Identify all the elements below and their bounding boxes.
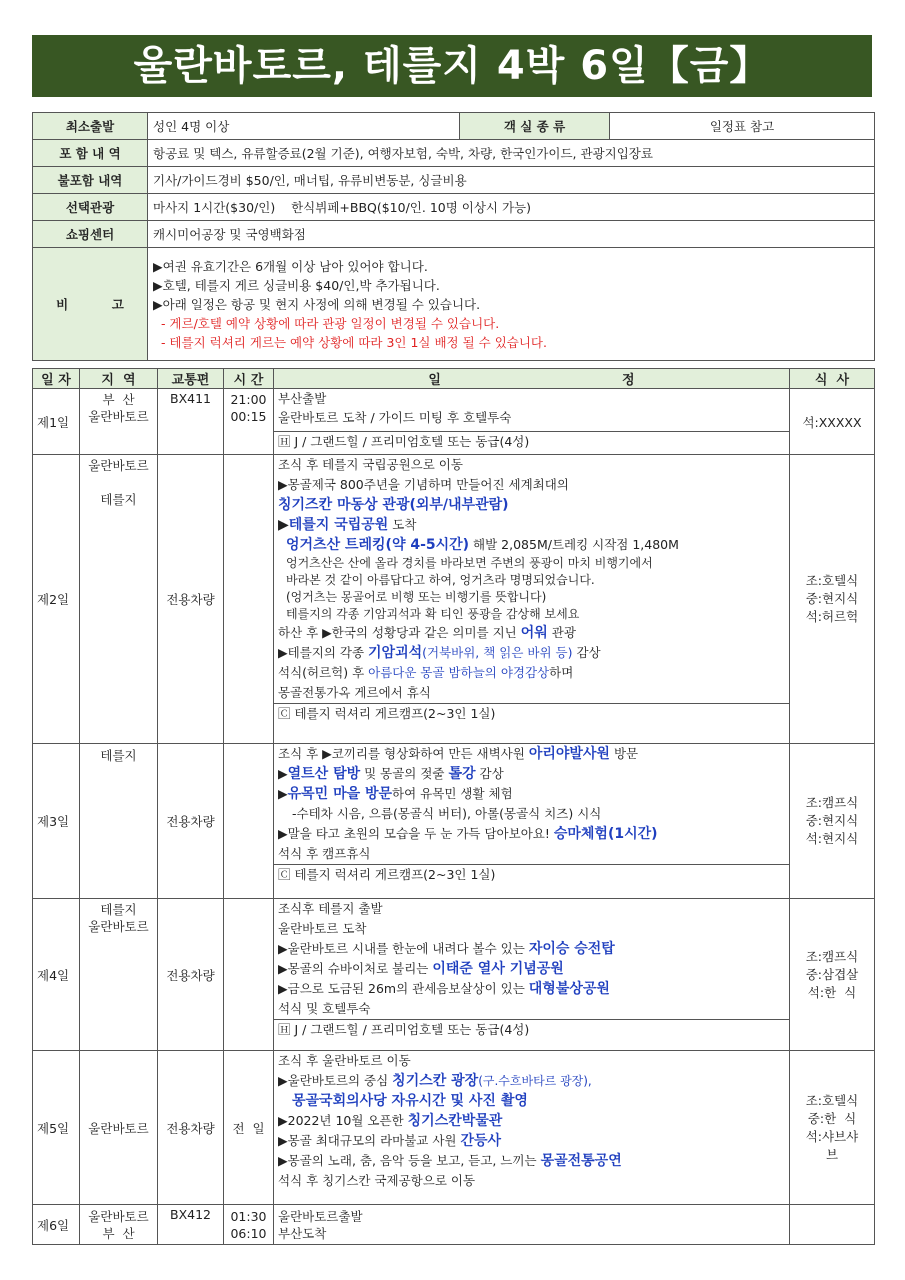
time-cell xyxy=(224,455,274,744)
itinerary-highlight: 열트산 탐방 xyxy=(287,766,361,782)
meal: 석:XXXXX xyxy=(790,389,875,455)
itinerary-line xyxy=(278,535,785,555)
min-departure-value: 성인 4명 이상 xyxy=(148,113,460,140)
itinerary-highlight: 몽골전통공연 xyxy=(540,1153,622,1169)
day-label: 제3일 xyxy=(33,744,80,899)
itinerary-highlight: 대형불상공원 xyxy=(528,981,610,997)
itinerary-highlight: 엉거츠산 트레킹(약 4-5시간) xyxy=(286,537,470,553)
remark-item: ▶아래 일정은 항공 및 현지 사정에 의해 변경될 수 있습니다. xyxy=(153,296,481,312)
region-cell xyxy=(80,389,158,455)
room-type-value: 일정표 참고 xyxy=(610,113,875,140)
meal: 중:삼겹살 xyxy=(805,966,859,982)
itinerary-text: ▶울란바토르 시내를 한눈에 내려다 볼수 있는 xyxy=(278,941,529,956)
itinerary-highlight: 이태준 열사 기념공원 xyxy=(432,961,564,977)
meal: 석:허르헉 xyxy=(805,609,859,624)
region-cell xyxy=(80,899,158,1051)
itinerary-highlight: 몽골국회의사당 자유시간 및 사진 촬영 xyxy=(292,1093,528,1109)
meal: 석:한 식 xyxy=(807,984,857,1000)
meal-cell xyxy=(790,1051,875,1205)
region: 테를지 xyxy=(100,902,137,917)
included-value: 항공료 및 텍스, 유류할증료(2월 기준), 여행자보험, 숙박, 차량, 한국인가이드, 관광지입장료 xyxy=(148,140,875,167)
meal: 석:현지식 xyxy=(805,831,859,846)
itinerary-line xyxy=(278,623,785,643)
room-type-label: 객 실 종 류 xyxy=(460,113,610,140)
time: 06:10 xyxy=(230,1225,267,1241)
day-label: 제6일 xyxy=(33,1205,80,1245)
remark-item: ▶호텔, 테를지 게르 싱글비용 $40/인,박 추가됩니다. xyxy=(153,277,440,293)
itinerary-cell xyxy=(274,455,790,744)
meal-cell xyxy=(790,1205,875,1245)
time: 21:00 xyxy=(230,392,267,407)
itinerary-highlight: 아리야발사원 xyxy=(528,746,610,762)
optional-tour-value: 마사지 1시간($30/인) 한식뷔페+BBQ($10/인. 10명 이상시 가능) xyxy=(148,194,875,221)
itinerary-text: 해발 2,085M/트레킹 시작점 1,480M xyxy=(469,537,679,552)
itinerary-text: 석식(허르헉) 후 xyxy=(278,665,369,680)
itinerary-line: (엉거츠는 몽골어로 비행 또는 비행기를 뜻합니다) xyxy=(286,590,547,604)
transport: BX412 xyxy=(158,1205,224,1245)
region-cell xyxy=(80,1205,158,1245)
itinerary-highlight: 테를지 국립공원 xyxy=(288,517,389,533)
day-label: 제4일 xyxy=(33,899,80,1051)
itinerary-line xyxy=(278,824,785,844)
itinerary-line: 울란바토르 도착 xyxy=(278,921,367,936)
itinerary-line: -수테차 시음, 으름(몽골식 버터), 아롤(몽골식 치즈) 시식 xyxy=(292,806,602,821)
remark-item: - 테를지 럭셔리 게르는 예약 상황에 따라 3인 1실 배정 될 수 있습니다. xyxy=(153,334,547,350)
itinerary-highlight: 자이승 승전탑 xyxy=(528,941,615,957)
itinerary-highlight: 승마체험(1시간) xyxy=(553,826,658,842)
itinerary-text: 도착 xyxy=(388,517,417,532)
itinerary-highlight: 어워 xyxy=(520,625,548,641)
itinerary-line xyxy=(278,515,785,535)
time: 전 일 xyxy=(224,1051,274,1205)
itinerary-highlight: 간등사 xyxy=(460,1133,502,1149)
hotel-info: 🄲 테를지 럭셔리 게르캠프(2~3인 1실) xyxy=(274,703,789,724)
region-cell xyxy=(80,455,158,744)
meal-cell xyxy=(790,455,875,744)
col-time: 시 간 xyxy=(224,369,274,389)
itinerary-text: 아름다운 몽골 밤하늘의 야경감상 xyxy=(368,665,550,680)
transport: 전용차량 xyxy=(158,455,224,744)
day-label: 제2일 xyxy=(33,455,80,744)
trip-info-table xyxy=(32,112,875,361)
meal: 조:캠프식 xyxy=(805,795,859,810)
day-label: 제5일 xyxy=(33,1051,80,1205)
itinerary-text: 조식 후 ▶코끼리를 형상화하여 만든 새벽사원 xyxy=(278,746,529,761)
itinerary-line: 엉거츠산은 산에 올라 경치를 바라보면 주변의 풍광이 마치 비행기에서 xyxy=(286,556,653,570)
itinerary-line: 테를지의 각종 기암괴석과 확 티인 풍광을 감상해 보세요 xyxy=(286,607,580,621)
itinerary-text: 방문 xyxy=(609,746,639,761)
remark-item: ▶여권 유효기간은 6개월 이상 남아 있어야 합니다. xyxy=(153,258,428,274)
itinerary-text: ▶ xyxy=(278,766,288,781)
itinerary-text: ▶ xyxy=(278,786,288,801)
itinerary-highlight: 칭기스칸 광장 xyxy=(392,1073,479,1089)
transport: 전용차량 xyxy=(158,899,224,1051)
itinerary-line: 석식 및 호텔투숙 xyxy=(278,1001,371,1016)
itinerary-line: 울란바토르출발 xyxy=(278,1208,363,1224)
itinerary-line: 바라본 것 같이 아름답다고 하여, 엉거츠라 명명되었습니다. xyxy=(286,573,595,587)
itinerary-text: 감상 xyxy=(475,766,504,781)
itinerary-text: 하며 xyxy=(549,665,574,680)
excluded-value: 기사/가이드경비 $50/인, 매너팁, 유류비변동분, 싱글비용 xyxy=(148,167,875,194)
meal: 중:한 식 xyxy=(807,1110,857,1126)
itinerary-line xyxy=(278,663,785,683)
day-row xyxy=(33,899,875,1051)
bullet: ▶ xyxy=(278,517,289,533)
meal-cell xyxy=(790,744,875,899)
itinerary-line xyxy=(278,959,785,979)
region: 부 산 xyxy=(102,392,135,407)
meal: 중:현지식 xyxy=(805,591,859,606)
meal: 브 xyxy=(825,1146,839,1162)
itinerary-line: 몽골전통가옥 게르에서 휴식 xyxy=(278,685,431,700)
itinerary-highlight: 유목민 마을 방문 xyxy=(287,786,393,802)
page-title: 울란바토르, 테를지 4박 6일【금】 xyxy=(32,35,872,97)
itinerary-text: (구.수흐바타르 광장), xyxy=(478,1074,592,1088)
transport: BX411 xyxy=(158,389,224,455)
hotel-info: 🄷 J / 그랜드힐 / 프리미엄호텔 또는 동급(4성) xyxy=(274,431,789,452)
itinerary-cell xyxy=(274,899,790,1051)
col-itinerary: 일 정 xyxy=(274,369,790,389)
min-departure-label: 최소출발 xyxy=(33,113,148,140)
meal: 중:현지식 xyxy=(805,813,859,828)
itinerary-highlight: 톨강 xyxy=(448,766,476,782)
itinerary-text: ▶말을 타고 초원의 모습을 두 눈 가득 담아보아요! xyxy=(278,826,554,841)
transport: 전용차량 xyxy=(158,1051,224,1205)
itinerary-highlight: 칭기스칸박물관 xyxy=(407,1113,503,1129)
itinerary-line: 조식후 테를지 출발 xyxy=(278,901,383,916)
itinerary-cell xyxy=(274,1205,790,1245)
meal-cell xyxy=(790,899,875,1051)
itinerary-table xyxy=(32,368,875,1245)
itinerary-text: (거북바위, 책 읽은 바위 등) xyxy=(422,645,573,660)
itinerary-line: 조식 후 울란바토르 이동 xyxy=(278,1053,411,1068)
itinerary-line xyxy=(278,764,785,784)
region: 부 산 xyxy=(102,1225,135,1241)
region: 울란바토르 xyxy=(88,458,149,473)
remarks-list xyxy=(148,248,875,361)
region: 울란바토르 xyxy=(80,1051,158,1205)
region: 테를지 xyxy=(100,492,137,507)
itinerary-line xyxy=(278,979,785,999)
itinerary-line: 석식 후 칭기스칸 국제공항으로 이동 xyxy=(278,1173,476,1188)
itinerary-text: 및 몽골의 젖줄 xyxy=(360,766,449,781)
transport: 전용차량 xyxy=(158,744,224,899)
itinerary-text: 감상 xyxy=(572,645,601,660)
itinerary-line xyxy=(278,744,785,764)
remarks-label: 비 고 xyxy=(33,248,148,361)
day-row xyxy=(33,455,875,744)
itinerary-text: ▶테를지의 각종 xyxy=(278,645,369,660)
itinerary-line xyxy=(278,1071,785,1091)
itinerary-highlight: 기암괴석 xyxy=(368,645,423,661)
itinerary-line xyxy=(278,643,785,663)
remark-item: - 게르/호텔 예약 상황에 따라 관광 일정이 변경될 수 있습니다. xyxy=(153,315,500,331)
itinerary-text: 하산 후 ▶한국의 성황당과 같은 의미를 지닌 xyxy=(278,625,521,640)
time-cell xyxy=(224,744,274,899)
time-cell xyxy=(224,899,274,1051)
itinerary-line: 부산도착 xyxy=(278,1225,327,1241)
day-row xyxy=(33,1051,875,1205)
itinerary-line: 석식 후 캠프휴식 xyxy=(278,846,371,861)
day-row xyxy=(33,389,875,455)
shopping-value: 캐시미어공장 및 국영백화점 xyxy=(148,221,875,248)
meal: 조:캠프식 xyxy=(805,948,859,964)
itinerary-line xyxy=(278,939,785,959)
time: 00:15 xyxy=(230,409,267,424)
region: 테를지 xyxy=(80,744,158,899)
itinerary-text: 관광 xyxy=(547,625,576,640)
itinerary-line xyxy=(278,1111,785,1131)
col-transport: 교통편 xyxy=(158,369,224,389)
itinerary-cell xyxy=(274,1051,790,1205)
optional-tour-label: 선택관광 xyxy=(33,194,148,221)
region: 울란바토르 xyxy=(88,1208,149,1224)
day-label: 제1일 xyxy=(33,389,80,455)
hotel-info: 🄷 J / 그랜드힐 / 프리미엄호텔 또는 동급(4성) xyxy=(274,1019,789,1040)
col-meals: 식 사 xyxy=(790,369,875,389)
itinerary-text: 하여 유목민 생활 체험 xyxy=(392,786,513,801)
region: 울란바토르 xyxy=(88,919,149,934)
itinerary-text: ▶몽골의 노래, 춤, 음악 등을 보고, 듣고, 느끼는 xyxy=(278,1153,541,1168)
itinerary-text: ▶금으로 도금된 26m의 관세음보살상이 있는 xyxy=(278,981,529,996)
itinerary-cell xyxy=(274,744,790,899)
itinerary-text: ▶2022년 10월 오픈한 xyxy=(278,1113,408,1128)
time-cell xyxy=(224,389,274,455)
day-row xyxy=(33,744,875,899)
meal: 조:호텔식 xyxy=(805,1092,859,1108)
itinerary-line xyxy=(278,1151,785,1171)
time-cell xyxy=(224,1205,274,1245)
day-row xyxy=(33,1205,875,1245)
time: 01:30 xyxy=(230,1208,267,1224)
shopping-label: 쇼핑센터 xyxy=(33,221,148,248)
region: 울란바토르 xyxy=(88,409,149,424)
col-region: 지 역 xyxy=(80,369,158,389)
itinerary-line xyxy=(278,1131,785,1151)
itinerary-text: ▶몽골의 슈바이처로 불리는 xyxy=(278,961,433,976)
meal: 석:샤브샤 xyxy=(805,1128,859,1144)
itinerary-highlight: 칭기즈칸 마동상 관광(외부/내부관람) xyxy=(278,497,509,513)
col-day: 일 자 xyxy=(33,369,80,389)
itinerary-line: 조식 후 테를지 국립공원으로 이동 xyxy=(278,457,463,472)
itinerary-line: 울란바토르 도착 / 가이드 미팅 후 호텔투숙 xyxy=(278,410,512,425)
itinerary-text: ▶울란바토르의 중심 xyxy=(278,1073,393,1088)
itinerary-line: 부산출발 xyxy=(278,391,327,406)
meal: 조:호텔식 xyxy=(805,573,859,588)
hotel-info: 🄲 테를지 럭셔리 게르캠프(2~3인 1실) xyxy=(274,864,789,885)
excluded-label: 불포함 내역 xyxy=(33,167,148,194)
included-label: 포 함 내 역 xyxy=(33,140,148,167)
itinerary-cell xyxy=(274,389,790,455)
itinerary-line: ▶몽골제국 800주년을 기념하며 만들어진 세계최대의 xyxy=(278,477,569,492)
itinerary-text: ▶몽골 최대규모의 라마불교 사원 xyxy=(278,1133,461,1148)
itinerary-line xyxy=(278,784,785,804)
